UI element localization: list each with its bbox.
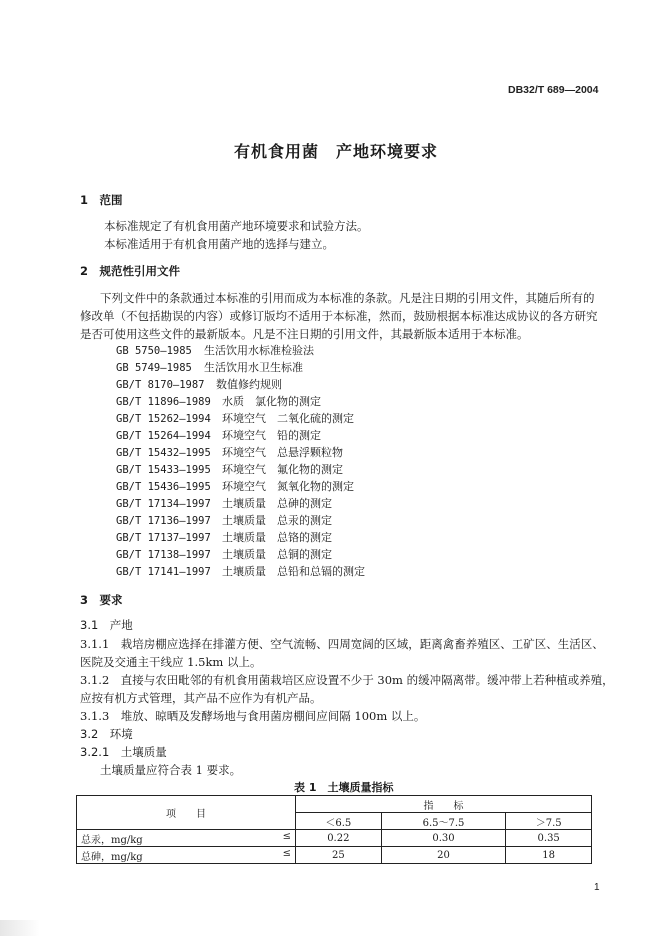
table-ph-range: 6.5～7.5 xyxy=(381,813,506,830)
table-ph-range: ＞7.5 xyxy=(506,813,592,830)
section-3-1-1-line-1: 3.1.1 栽培房棚应选择在排灌方便、空气流畅、四周宽阔的区域，距离禽畜养殖区、工矿区、生活区、 xyxy=(80,637,604,651)
section-3-1-2-line-2: 应按有机方式管理，其产品不应作为有机产品。 xyxy=(80,691,322,705)
reference-item xyxy=(116,410,354,426)
reference-name: 环境空气 氟化物的测定 xyxy=(222,463,343,476)
section-2-intro-line-2: 修改单（不包括勘误的内容）或修订版均不适用于本标准，然而，鼓励根据本标准达成协议的各方研究 xyxy=(80,309,598,323)
reference-code: GB/T 15262—1994 xyxy=(116,413,211,425)
reference-name: 土壤质量 总铅和总镉的测定 xyxy=(222,565,365,578)
section-3-1-3: 3.1.3 堆放、晾晒及发酵场地与食用菌房棚间应间隔 100m 以上。 xyxy=(80,709,426,723)
soil-quality-table xyxy=(76,795,592,864)
section-2-intro-line-1: 下列文件中的条款通过本标准的引用而成为本标准的条款。凡是注日期的引用文件，其随后所有的 xyxy=(100,291,595,305)
table-ph-range: ＜6.5 xyxy=(296,813,382,830)
reference-name: 数值修约规则 xyxy=(216,378,282,391)
section-2-intro-line-3: 是否可使用这些文件的最新版本。凡是不注日期的引用文件，其最新版本适用于本标准。 xyxy=(80,327,529,341)
reference-name: 生活饮用水卫生标准 xyxy=(204,361,303,374)
reference-item xyxy=(116,461,343,477)
reference-code: GB/T 15432—1995 xyxy=(116,447,211,459)
reference-name: 土壤质量 总铬的测定 xyxy=(222,531,332,544)
reference-name: 水质 氯化物的测定 xyxy=(222,395,321,408)
reference-code: GB/T 15436—1995 xyxy=(116,481,211,493)
reference-item xyxy=(116,359,303,375)
scan-edge-shadow xyxy=(0,920,40,936)
reference-item xyxy=(116,529,332,545)
reference-item xyxy=(116,376,282,392)
section-3-2-1-text: 土壤质量应符合表 1 要求。 xyxy=(100,763,242,777)
reference-name: 土壤质量 总铜的测定 xyxy=(222,548,332,561)
page-number: 1 xyxy=(594,882,600,893)
reference-name: 生活饮用水标准检验法 xyxy=(204,344,314,357)
reference-name: 土壤质量 总汞的测定 xyxy=(222,514,332,527)
section-1-para-1: 本标准规定了有机食用菌产地环境要求和试验方法。 xyxy=(104,219,369,233)
table-cell: 18 xyxy=(506,847,592,864)
section-2-heading: 2 规范性引用文件 xyxy=(80,264,181,278)
reference-code: GB 5749—1985 xyxy=(116,362,192,374)
reference-item xyxy=(116,342,314,358)
section-3-heading: 3 要求 xyxy=(80,593,123,607)
row-item-label: 总汞，mg/kg xyxy=(81,834,143,846)
reference-item xyxy=(116,563,365,579)
reference-code: GB/T 17134—1997 xyxy=(116,498,211,510)
section-1-heading: 1 范围 xyxy=(80,193,123,207)
reference-name: 环境空气 总悬浮颗粒物 xyxy=(222,446,343,459)
row-item-label: 总砷，mg/kg xyxy=(81,851,143,863)
table-cell: 20 xyxy=(381,847,506,864)
table-cell: 0.22 xyxy=(296,830,382,847)
reference-code: GB/T 15433—1995 xyxy=(116,464,211,476)
reference-item xyxy=(116,546,332,562)
reference-code: GB/T 17137—1997 xyxy=(116,532,211,544)
table-header-item: 项 目 xyxy=(77,796,296,830)
reference-name: 土壤质量 总砷的测定 xyxy=(222,497,332,510)
table-row xyxy=(77,830,592,847)
section-3-1-1-line-2: 医院及交通主干线应 1.5km 以上。 xyxy=(80,655,262,669)
table-cell: 0.35 xyxy=(506,830,592,847)
reference-code: GB/T 17136—1997 xyxy=(116,515,211,527)
page-title: 有机食用菌 产地环境要求 xyxy=(234,142,439,161)
table-header-row xyxy=(77,796,592,813)
reference-code: GB/T 11896—1989 xyxy=(116,396,211,408)
reference-item xyxy=(116,478,354,494)
section-3-2-1-heading: 3.2.1 土壤质量 xyxy=(80,745,167,759)
reference-item xyxy=(116,427,321,443)
table-cell: 0.30 xyxy=(381,830,506,847)
section-3-1-2-line-1: 3.1.2 直接与农田毗邻的有机食用菌栽培区应设置不少于 30m 的缓冲隔离带。缓冲带上若种植或养殖， xyxy=(80,673,614,687)
row-operator: ≤ xyxy=(282,847,291,859)
section-3-2-heading: 3.2 环境 xyxy=(80,727,133,741)
row-operator: ≤ xyxy=(282,830,291,842)
reference-name: 环境空气 氮氧化物的测定 xyxy=(222,480,354,493)
doc-code: DB32/T 689—2004 xyxy=(508,84,599,96)
reference-name: 环境空气 二氧化硫的测定 xyxy=(222,412,354,425)
table-header-index: 指 标 xyxy=(296,796,592,813)
section-3-1-heading: 3.1 产地 xyxy=(80,618,133,632)
reference-code: GB/T 8170—1987 xyxy=(116,379,205,391)
reference-item xyxy=(116,495,332,511)
table-cell: 25 xyxy=(296,847,382,864)
table-caption: 表 1 土壤质量指标 xyxy=(294,781,394,794)
reference-code: GB/T 17141—1997 xyxy=(116,566,211,578)
reference-item xyxy=(116,393,321,409)
reference-code: GB/T 15264—1994 xyxy=(116,430,211,442)
reference-item xyxy=(116,512,332,528)
table-row-item xyxy=(77,847,296,864)
table-row xyxy=(77,847,592,864)
reference-code: GB 5750—1985 xyxy=(116,345,192,357)
reference-item xyxy=(116,444,343,460)
reference-code: GB/T 17138—1997 xyxy=(116,549,211,561)
reference-name: 环境空气 铅的测定 xyxy=(222,429,321,442)
section-1-para-2: 本标准适用于有机食用菌产地的选择与建立。 xyxy=(104,237,334,251)
table-row-item xyxy=(77,830,296,847)
